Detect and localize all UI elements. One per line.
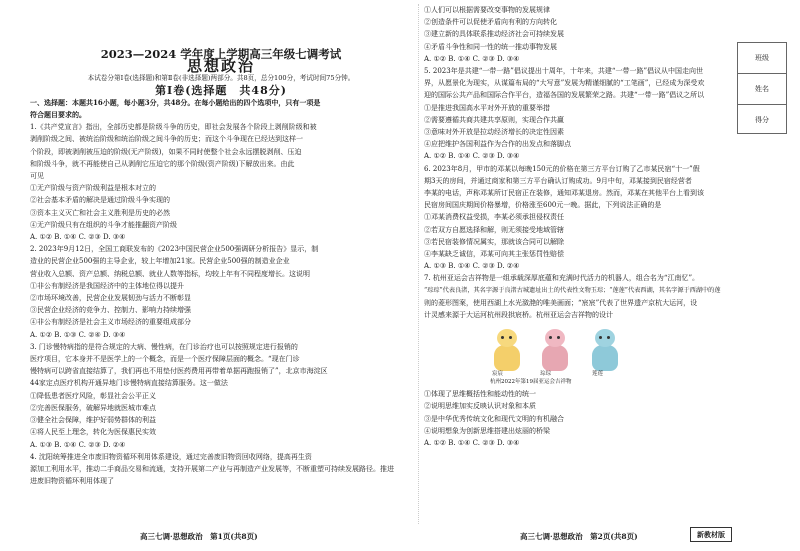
left-question-text xyxy=(30,121,412,487)
name-field[interactable]: 姓名 xyxy=(738,74,786,105)
text-line: ①邓某消费权益受损，李某必须承担侵权责任 xyxy=(424,213,564,222)
edition-badge: 新教材版 xyxy=(690,527,732,542)
instruction-line: 一、选择题：本题共16小题，每小题3分，共48分。在每小题给出的四个选项中，只有一项是 xyxy=(30,97,321,107)
text-line: 5. 2023年是共建“一带一路”倡议提出十周年，十年来，共建“一带一路”倡议从中国走向世 xyxy=(424,67,704,76)
text-line: 营业收入总额、资产总额、纳税总额、就业人数等指标，均较上年有不同程度增长。这说明 xyxy=(30,269,310,278)
text-line: ③民营企业经济的竞争力、控制力、影响力持续增强 xyxy=(30,306,191,315)
text-line: A. ①② B. ①③ C. ②④ D. ③④ xyxy=(30,330,126,339)
right-question-text-after xyxy=(424,388,724,449)
text-line: ④矛盾斗争性和同一性的统一推动事物发展 xyxy=(424,42,557,51)
text-line: 进废旧物资循环利用体现了 xyxy=(30,477,114,486)
text-line: ②市场环境改善，民营企业发展韧劲与活力不断彰显 xyxy=(30,294,191,303)
text-line: 个阶段，即被剥削被压迫的阶级(无产阶级)，如果不同时使整个社会永远摆脱剥削、压迫 xyxy=(30,147,302,156)
text-line: 李某的电话，声称邓某所订民宿正在装修，通知邓某退房。然而，邓某在其他平台上看到该 xyxy=(424,189,704,198)
text-line: A. ①③ B. ①④ C. ②③ D. ②④ xyxy=(424,262,520,271)
volume-title: 第Ⅰ卷(选择题 共48分) xyxy=(155,83,287,97)
text-line: ③若民宿装修情况属实，那就该合同可以解除 xyxy=(424,237,564,246)
text-line: ③是中华优秀传统文化和现代文明的有机融合 xyxy=(424,414,564,423)
text-line: ③健全社会保障，维护好弱势群体的利益 xyxy=(30,416,156,425)
text-line: ①无产阶级与资产阶级利益是根本对立的 xyxy=(30,184,156,193)
text-line: 44家定点医疗机构开通异地门诊慢特病直接结算服务。这一做法 xyxy=(30,379,228,388)
subject-title: 思想政治 xyxy=(186,57,255,76)
student-info-box xyxy=(737,42,787,134)
text-line: 7. 杭州亚运会吉祥物是一组承载深厚底蕴和充满时代活力的机器人，组合名为“江南忆”。 xyxy=(424,274,700,283)
text-line: 剥削阶级之间、被统治阶级和统治阶级之间斗争的历史；而这个斗争现在已经达到这样一 xyxy=(30,135,303,144)
text-line: ④李某缺乏诚信，邓某可向其主张惩罚性赔偿 xyxy=(424,250,564,259)
text-line: ②需要遵循共商共建共享原则，实现合作共赢 xyxy=(424,115,564,124)
column-divider xyxy=(418,4,419,524)
text-line: A. ①② B. ①④ C. ②③ D. ③④ xyxy=(424,54,520,63)
text-line: ③意味对外开放是拉动经济增长的决定性因素 xyxy=(424,128,564,137)
text-line: 期3天的房间，并通过商家和第三方平台确认订购成功。9月中旬，邓某接到民宿经营者 xyxy=(424,176,692,185)
right-column xyxy=(424,0,724,449)
text-line: ④将人民至上理念，转化为医保惠民实效 xyxy=(30,428,156,437)
text-line: ①体现了思维概括性和能动性的统一 xyxy=(424,390,536,399)
text-line: A. ①② B. ①④ C. ②③ D. ③④ xyxy=(30,233,126,242)
text-line: 民宿房间国庆期间价格暴增，价格涨至600元一晚。据此，下列说法正确的是 xyxy=(424,201,662,210)
text-line: 1.《共产党宣言》指出，全部历史都是阶级斗争的历史，即社会发展各个阶段上剥削阶级和被 xyxy=(30,123,317,132)
class-field[interactable]: 班级 xyxy=(738,43,786,74)
text-line: ①人们可以根据需要改变事物的发展规律 xyxy=(424,6,550,14)
text-line: ②创造条件可以促使矛盾向有利的方向转化 xyxy=(424,18,557,27)
text-line: ④应把维护各国利益作为合作的出发点和落脚点 xyxy=(424,140,571,149)
text-line: 迎的国际公共产品和国际合作平台，造福各国的发展繁荣之路。共建“一带一路”倡议之所以 xyxy=(424,91,705,100)
text-line: ①降低患者医疗风险，彰显社会公平正义 xyxy=(30,391,156,400)
text-line: 慢特病可以跨省直接结算了，我们再也不用垫付医药费用再带着单据再跑报销了”，北京市海淀区 xyxy=(30,367,328,376)
text-line: 3. 门诊慢特病指的是符合规定的大病、慢性病，在门诊治疗也可以按照规定进行报销的 xyxy=(30,342,298,351)
text-line: 2. 2023年9月12日，全国工商联发布的《2023中国民营企业500强调研分析报告》显示，制 xyxy=(30,245,319,254)
text-line: ②若双方自愿选择和解，则无须接受地域管辖 xyxy=(424,225,564,234)
mascot-name: 莲莲 xyxy=(592,371,604,378)
exam-title: 2023—2024 学年度上学期高三年级七调考试 xyxy=(100,47,342,61)
mascot-lianlian xyxy=(586,329,624,373)
mascot-congcong xyxy=(488,329,526,373)
figure-caption: 杭州2022年第19届亚运会吉祥物 xyxy=(490,379,572,386)
text-line: 6. 2023年8月，甲市的邓某以每晚150元的价格在第三方平台订购了乙市某民宿“十一”假 xyxy=(424,164,700,173)
text-line: ①非公有制经济是我国经济中的主体地位得以提升 xyxy=(30,281,184,290)
left-column xyxy=(30,0,412,487)
text-line: A. ①② B. ①④ C. ②③ D. ③④ xyxy=(424,439,520,448)
text-line: 造业的民营企业500强的主导企业，较上年增加21家。民营企业500强的制造业企业 xyxy=(30,257,290,266)
score-field[interactable]: 得分 xyxy=(755,116,769,124)
text-line: ②完善医保服务，破解异地就医城市难点 xyxy=(30,403,156,412)
text-line: ④说明想象为创新思维搭建出炫丽的桥梁 xyxy=(424,426,550,435)
text-line: ③资本主义灭亡和社会主义胜利是历史的必然 xyxy=(30,208,170,217)
footer-page-1: 高三七调·思想政治 第1页(共8页) xyxy=(140,532,258,541)
text-line: 医疗项目，它本身并不是医学上的一个概念，而是一个医疗保障层面的概念。“现在门诊 xyxy=(30,355,300,364)
text-line: “琮琮”代表良渚，其名字源于良渚古城遗址出土的代表性文物玉琮；“莲莲”代表西湖，其名字源于西湖中的莲 xyxy=(424,286,721,294)
text-line: ①是推进我国高水平对外开放的重要举措 xyxy=(424,103,550,112)
right-question-text xyxy=(424,4,724,321)
footer-page-2: 高三七调·思想政治 第2页(共8页) xyxy=(520,532,638,541)
text-line: 界，从愿景化为现实，从谋篇布局的“大写意”发展为精谨细腻的“工笔画”，已经成为深受欢 xyxy=(424,79,705,88)
text-line: 和阶级斗争，就不再能使自己从剥削它压迫它的那个阶级(资产阶级)下解放出来。由此 xyxy=(30,159,295,168)
text-line: A. ①③ B. ①④ C. ②③ D. ②④ xyxy=(30,440,126,449)
text-line: ④非公有制经济是社会主义市场经济的重要组成部分 xyxy=(30,318,191,327)
text-line: ④无产阶级只有在组织的斗争才能推翻资产阶级 xyxy=(30,220,177,229)
text-line: A. ①② B. ①④ C. ②③ D. ③④ xyxy=(424,152,520,161)
text-line: ②说明思维加实反映认识对象和本质 xyxy=(424,402,536,411)
mascot-chenchen xyxy=(536,329,574,373)
text-line: ③建立新的具体联系推动经济社会可持续发展 xyxy=(424,30,564,39)
mascot-figure xyxy=(440,323,670,385)
mascot-name: 宸宸 xyxy=(492,371,504,378)
text-line: ②社会基本矛盾的解决是通过阶级斗争实现的 xyxy=(30,196,170,205)
exam-note: 本试卷分第Ⅰ卷(选择题)和第Ⅱ卷(非选择题)两部分。共8页，总分100分，考试时间75分钟。 xyxy=(87,74,355,83)
text-line: 则的菱形图案，使用西湖上水光潋滟的唯美画面；“宸宸”代表了世界遗产京杭大运河，设 xyxy=(424,298,698,307)
text-line: 计灵感来源于大运河杭州段拱宸桥。杭州亚运会吉祥物的设计 xyxy=(424,311,613,320)
mascot-name: 琮琮 xyxy=(540,371,552,378)
instruction-line: 符合题目要求的。 xyxy=(30,110,86,120)
text-line: 源加工利用水平，推动二手商品交易和流通，支持开展第二产业与再制造产业发展等，不断重塑可持续发展路径。推进 xyxy=(30,464,394,473)
text-line: 4. 沈阳统筹推进全市废旧物资循环利用体系建设，通过完善废旧物资回收网络，提高再生资 xyxy=(30,452,312,461)
text-line: 可见 xyxy=(30,172,44,181)
